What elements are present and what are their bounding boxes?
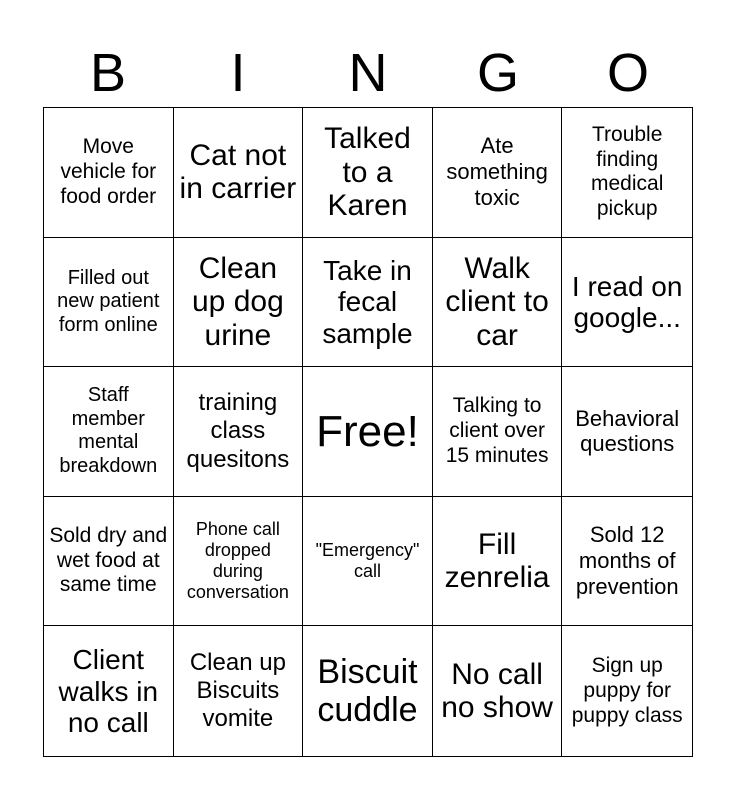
bingo-cell-b4[interactable] [44,497,174,627]
bingo-cell-n4[interactable] [303,497,433,627]
cell-text: Fill zenrelia [444,527,550,595]
cell-text: Take in fecal sample [322,254,413,349]
cell-text: "Emergency" call [315,539,420,582]
cell-text: Biscuit cuddle [317,653,418,730]
bingo-cell-b2[interactable] [44,238,174,368]
bingo-header [43,40,693,106]
bingo-cell-i2[interactable] [174,238,304,368]
bingo-cell-o1[interactable] [562,108,692,238]
bingo-cell-o4[interactable] [562,497,692,627]
bingo-cell-o5[interactable] [562,626,692,756]
bingo-cell-i1[interactable] [174,108,304,238]
cell-text: Move vehicle for food order [60,135,157,208]
cell-text: Behavioral questions [575,405,680,457]
cell-text: Talked to a Karen [324,121,411,223]
cell-text: Sold 12 months of prevention [575,522,679,600]
bingo-cell-g5[interactable] [433,626,563,756]
bingo-cell-n1[interactable] [303,108,433,238]
bingo-cell-i4[interactable] [174,497,304,627]
cell-text: Walk client to car [445,251,549,352]
cell-text: Ate something toxic [446,133,548,211]
cell-text: Cat not in carrier [179,138,297,206]
bingo-cell-b5[interactable] [44,626,174,756]
cell-text: training class quesitons [186,389,290,473]
cell-text: Staff member mental breakdown [59,384,158,478]
bingo-board [43,107,693,757]
cell-text: Clean up dog urine [192,251,284,352]
bingo-cell-n2[interactable] [303,238,433,368]
cell-text: Sign up puppy for puppy class [571,654,683,727]
header-letter-i: I [230,43,246,103]
bingo-cell-g4[interactable] [433,497,563,627]
cell-text: Sold dry and wet food at same time [49,523,168,597]
bingo-cell-b3[interactable] [44,367,174,497]
cell-text: Client walks in no call [58,644,159,738]
cell-text: Talking to client over 15 minutes [445,394,549,467]
bingo-cell-o3[interactable] [562,367,692,497]
header-letter-o: O [606,43,649,103]
cell-text: Clean up Biscuits vomite [189,648,286,733]
cell-text: I read on google... [571,270,683,333]
bingo-cell-b1[interactable] [44,108,174,238]
cell-text: Phone call dropped during conversation [186,518,289,603]
cell-text: Filled out new patient form online [57,266,160,336]
bingo-cell-g1[interactable] [433,108,563,238]
bingo-cell-free[interactable] [303,367,433,497]
cell-text: Trouble finding medical pickup [591,122,664,221]
bingo-cell-o2[interactable] [562,238,692,368]
header-letter-b: B [89,43,127,103]
bingo-cell-i5[interactable] [174,626,304,756]
bingo-cell-i3[interactable] [174,367,304,497]
header-letter-n: N [348,43,388,103]
cell-text: No call no show [441,657,553,725]
bingo-cell-n5[interactable] [303,626,433,756]
bingo-cell-g3[interactable] [433,367,563,497]
bingo-cell-g2[interactable] [433,238,563,368]
cell-text: Free! [316,406,419,456]
header-letter-g: G [476,43,519,103]
